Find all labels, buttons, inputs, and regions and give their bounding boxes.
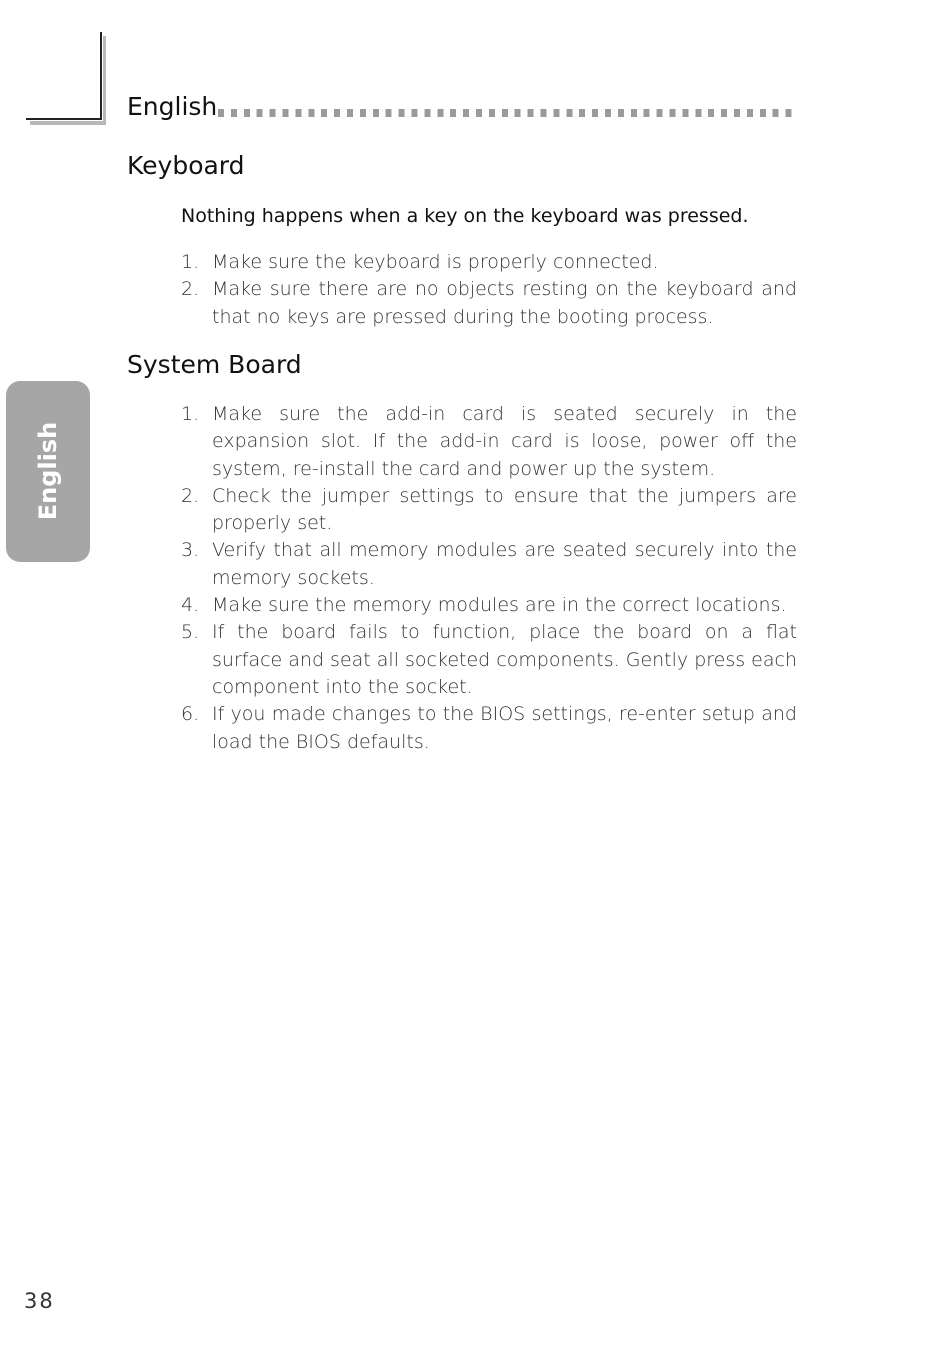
item-text: Check the jumper settings to ensure that the jumpers are properly set. <box>212 484 797 535</box>
corner-mark-shadow <box>103 36 106 125</box>
keyboard-section-title: Keyboard <box>127 151 245 180</box>
list-item <box>181 701 797 756</box>
list-item <box>181 276 797 331</box>
item-text: Make sure the keyboard is properly connected. <box>212 251 659 273</box>
list-item <box>181 401 797 483</box>
list-item <box>181 619 797 701</box>
corner-mark <box>26 118 102 120</box>
list-item <box>181 249 797 276</box>
item-text: Make sure there are no objects resting on the keyboard and that no keys are pressed during the booting process. <box>212 278 797 328</box>
side-tab-label: English <box>34 421 62 521</box>
header-language-label: English <box>127 92 218 121</box>
item-number: 5. <box>181 621 200 644</box>
item-number: 3. <box>181 539 200 562</box>
list-item <box>181 483 797 538</box>
item-text: If the board fails to function, place the board on a flat surface and seat all socketed components. Gently press each component into the socket. <box>212 621 797 698</box>
system-board-steps-list <box>181 401 797 756</box>
system-board-section-title: System Board <box>127 350 302 379</box>
item-number: 2. <box>181 484 200 507</box>
corner-mark-shadow <box>30 121 106 125</box>
item-text: Verify that all memory modules are seated securely into the memory sockets. <box>212 539 797 589</box>
list-item <box>181 537 797 592</box>
list-item <box>181 592 797 619</box>
header-dotted-rule <box>218 109 798 117</box>
item-number: 1. <box>181 251 200 273</box>
keyboard-problem-statement: Nothing happens when a key on the keyboard was pressed. <box>181 205 749 227</box>
item-number: 2. <box>181 278 200 301</box>
item-number: 1. <box>181 403 200 425</box>
corner-mark <box>100 32 102 119</box>
item-text: If you made changes to the BIOS settings, re-enter setup and load the BIOS defaults. <box>212 703 797 753</box>
item-number: 4. <box>181 594 200 617</box>
item-text: Make sure the add-in card is seated securely in the expansion slot. If the add-in card is loose, power off the system, re-install the card and power up the system. <box>212 403 797 480</box>
keyboard-steps-list <box>181 249 797 331</box>
page-number: 38 <box>24 1289 55 1313</box>
item-text: Make sure the memory modules are in the correct locations. <box>212 594 787 617</box>
item-number: 6. <box>181 703 200 726</box>
